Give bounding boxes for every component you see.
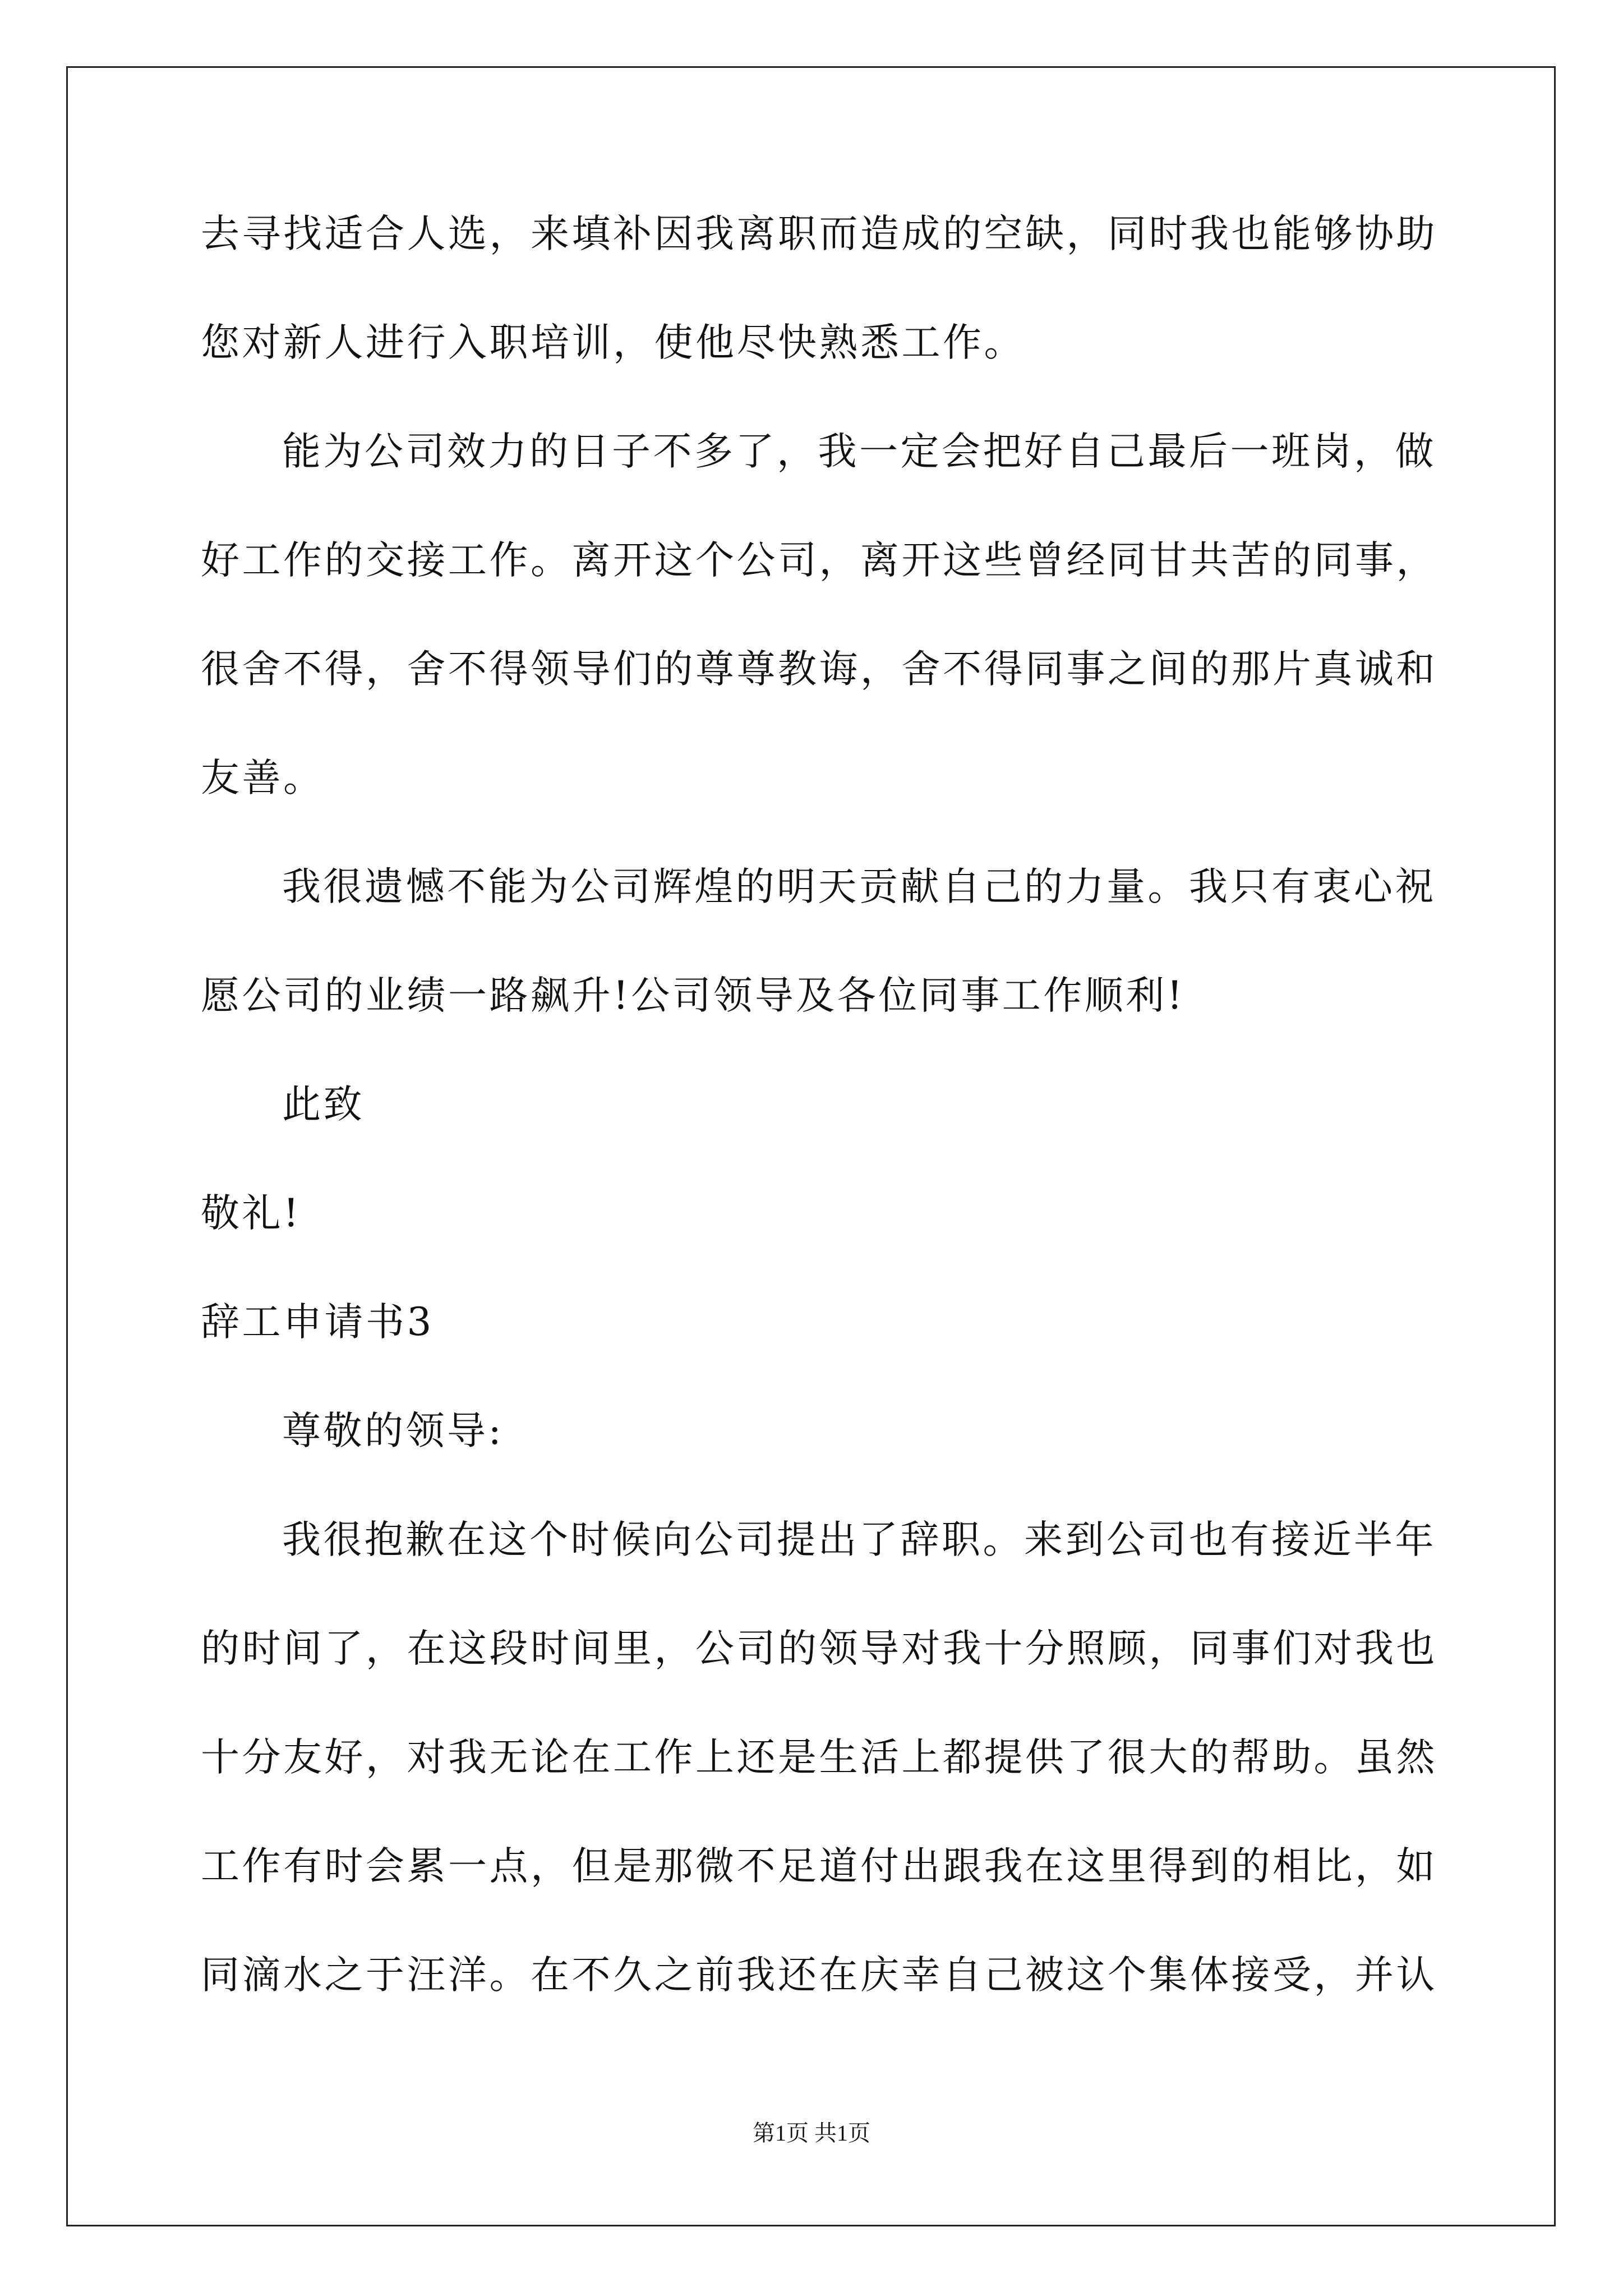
body-line-7: 我很遗憾不能为公司辉煌的明天贡献自己的力量。我只有衷心祝 [282, 864, 1436, 909]
body-line-2: 您对新人进行入职培训，使他尽快熟悉工作。 [201, 320, 1025, 365]
body-line-17: 同滴水之于汪洋。在不久之前我还在庆幸自己被这个集体接受，并认 [201, 1953, 1437, 1998]
letter-greeting: 尊敬的领导: [282, 1409, 504, 1453]
body-line-8: 愿公司的业绩一路飙升!公司领导及各位同事工作顺利! [201, 973, 1185, 1018]
page-footer: 第1页 共1页 [753, 2120, 870, 2146]
page-border [66, 66, 1556, 2226]
body-line-5: 很舍不得，舍不得领导们的尊尊教诲，舍不得同事之间的那片真诚和 [201, 647, 1437, 692]
body-line-14: 的时间了，在这段时间里，公司的领导对我十分照顾，同事们对我也 [201, 1626, 1437, 1671]
body-line-3: 能为公司效力的日子不多了，我一定会把好自己最后一班岗，做 [282, 429, 1436, 474]
closing-regards: 敬礼! [201, 1191, 302, 1236]
body-line-6: 友善。 [201, 756, 325, 800]
body-line-1: 去寻找适合人选，来填补因我离职而造成的空缺，同时我也能够协助 [201, 211, 1437, 256]
body-line-4: 好工作的交接工作。离开这个公司，离开这些曾经同甘共苦的同事， [201, 538, 1437, 583]
body-line-16: 工作有时会累一点，但是那微不足道付出跟我在这里得到的相比，如 [201, 1844, 1437, 1889]
section-heading: 辞工申请书3 [201, 1300, 434, 1345]
body-line-15: 十分友好，对我无论在工作上还是生活上都提供了很大的帮助。虽然 [201, 1735, 1437, 1780]
closing-salutation: 此致 [282, 1082, 365, 1127]
body-line-13: 我很抱歉在这个时候向公司提出了辞职。来到公司也有接近半年 [282, 1517, 1436, 1562]
